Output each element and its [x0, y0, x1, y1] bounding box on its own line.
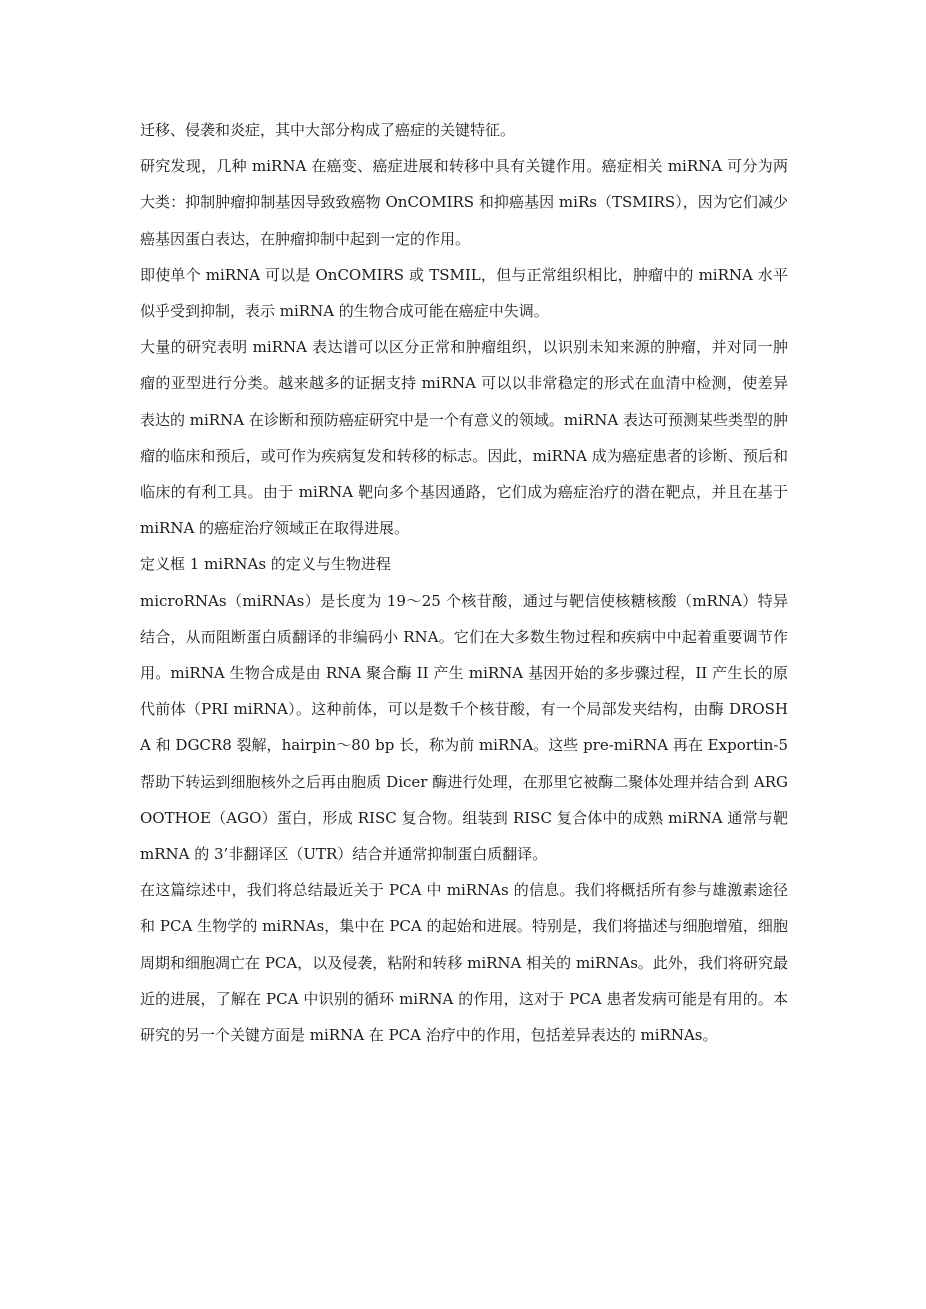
paragraph-mirna-levels: 即使单个 miRNA 可以是 OnCOMIRS 或 TSMIL，但与正常组织相比，肿瘤中的 miRNA 水平似乎受到抑制，表示 miRNA 的生物合成可能在癌症中失调。 — [140, 265, 788, 321]
paragraph-mirna-expression-profiles: 大量的研究表明 miRNA 表达谱可以区分正常和肿瘤组织，以识别未知来源的肿瘤，并对同一肿瘤的亚型进行分类。越来越多的证据支持 miRNA 可以以非常稳定的形式在血清中检测，使差异表达的 miRNA 在诊断和预防癌症研究中是一个有意义的领域。miRNA 表达可预测某些类型的肿瘤的临床和预后，或可作为疾病复发和转移的标志。因此，miRNA 成为癌症患者的诊断、预后和临床的有利工具。由于 miRNA 靶向多个基因通路，它们成为癌症治疗的潜在靶点，并且在基于 miRNA 的癌症治疗领域正在取得进展。 — [140, 338, 788, 538]
paragraph-mirna-cancer-roles: 研究发现，几种 miRNA 在癌变、癌症进展和转移中具有关键作用。癌症相关 miRNA 可分为两大类：抑制肿瘤抑制基因导致致癌物 OnCOMIRS 和抑癌基因 miRs（TSMIRS），因为它们减少癌基因蛋白表达，在肿瘤抑制中起到一定的作用。 — [140, 157, 788, 248]
paragraph-review-scope: 在这篇综述中，我们将总结最近关于 PCA 中 miRNAs 的信息。我们将概括所有参与雄激素途径和 PCA 生物学的 miRNAs，集中在 PCA 的起始和进展。特别是，我们将描述与细胞增殖，细胞周期和细胞凋亡在 PCA，以及侵袭，粘附和转移 miRNA 相关的 miRNAs。此外，我们将研究最近的进展，了解在 PCA 中识别的循环 miRNA 的作用，这对于 PCA 患者发病可能是有用的。本研究的另一个关键方面是 miRNA 在 PCA 治疗中的作用，包括差异表达的 miRNAs。 — [140, 881, 788, 1045]
definition-box-title: 定义框 1 miRNAs 的定义与生物进程 — [140, 555, 391, 574]
paragraph-mirna-definition: microRNAs（miRNAs）是长度为 19～25 个核苷酸，通过与靶信使核糖核酸（mRNA）特异结合，从而阻断蛋白质翻译的非编码小 RNA。它们在大多数生物过程和疾病中中起着重要调节作用。miRNA 生物合成是由 RNA 聚合酶 II 产生 miRNA 基因开始的多步骤过程，II 产生长的原代前体（PRI miRNA）。这种前体，可以是数千个核苷酸，有一个局部发夹结构，由酶 DROSHA 和 DGCR8 裂解，hairpin～80 bp 长，称为前 miRNA。这些 pre-miRNA 再在 Exportin-5 帮助下转运到细胞核外之后再由胞质 Dicer 酶进行处理，在那里它被酶二聚体处理并结合到 ARGOOTHOE（AGO）蛋白，形成 RISC 复合物。组装到 RISC 复合体中的成熟 miRNA 通常与靶 mRNA 的 3’非翻译区（UTR）结合并通常抑制蛋白质翻译。 — [140, 591, 788, 864]
paragraph-continuation: 迁移、侵袭和炎症，其中大部分构成了癌症的关键特征。 — [140, 121, 516, 139]
document-body — [140, 112, 788, 1053]
